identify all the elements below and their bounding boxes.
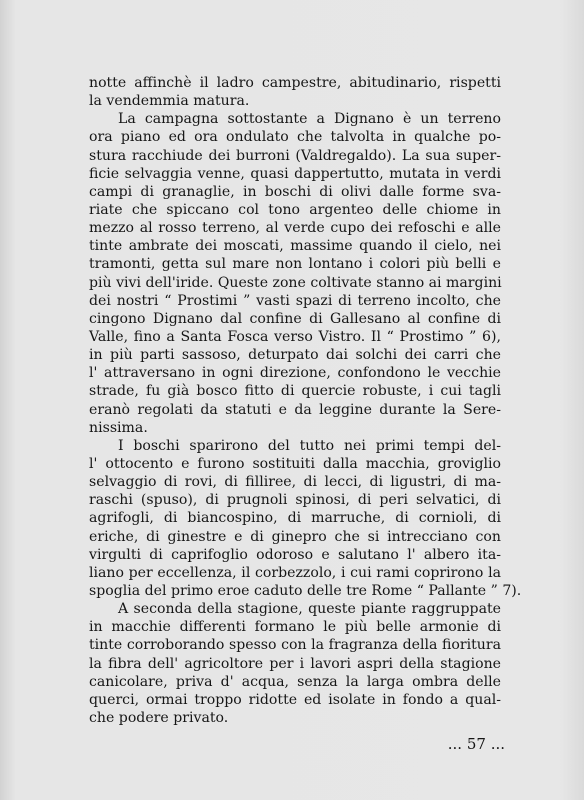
text-line: tramonti, getta sul mare non lontano i colori più belli e — [89, 256, 501, 273]
text-line: eriche, di ginestre e di ginepro che si intrecciano con — [89, 528, 501, 545]
body-text — [89, 74, 522, 727]
text-line: nissima. — [89, 419, 148, 436]
text-line: liano per eccellenza, il corbezzolo, i cui rami coprirono la — [89, 564, 501, 581]
text-line: eranò regolati da statuti e da leggine durante la Sere- — [89, 401, 501, 418]
text-line: strade, fu già bosco fitto di quercie robuste, i cui tagli — [89, 383, 501, 400]
text-line: tinte corroborando spesso con la fragranza della fioritura — [89, 637, 501, 654]
page-number: ... 57 ... — [447, 735, 505, 753]
text-line: cingono Dignano dal confine di Gallesano al confine di — [89, 310, 501, 327]
text-line: la fibra dell' agricoltore per i lavori aspri della stagione — [89, 655, 501, 672]
text-line: I boschi sparirono del tutto nei primi tempi del- — [118, 437, 501, 454]
text-line: La campagna sottostante a Dignano è un terreno — [118, 111, 501, 128]
text-line: agrifogli, di biancospino, di marruche, di cornioli, di — [89, 510, 501, 527]
text-line: che podere privato. — [89, 709, 229, 726]
text-line: campi di granaglie, in boschi di olivi dalle forme sva- — [89, 183, 501, 200]
text-line: Valle, fino a Santa Fosca verso Vistro. Il “ Prostimo ” 6), — [89, 328, 501, 345]
text-line: virgulti di caprifoglio odoroso e salutano l' albero ita- — [89, 546, 501, 563]
text-line: tinte ambrate dei moscati, massime quando il cielo, nei — [89, 238, 501, 255]
text-line: raschi (spuso), di prugnoli spinosi, di peri selvatici, di — [89, 492, 501, 509]
text-line: mezzo al rosso terreno, al verde cupo dei refoschi e alle — [89, 220, 501, 237]
text-line: stura racchiude dei burroni (Valdregaldo). La sua super- — [89, 147, 501, 164]
text-line: riate che spiccano col tono argenteo delle chiome in — [89, 201, 501, 218]
text-line: l' attraversano in ogni direzione, confondono le vecchie — [89, 365, 501, 382]
text-line: canicolare, priva d' acqua, senza la larga ombra delle — [89, 673, 501, 690]
text-line: ficie selvaggia venne, quasi dappertutto, mutata in verdi — [89, 165, 501, 182]
text-line: querci, ormai troppo ridotte ed isolate in fondo a qual- — [89, 691, 501, 708]
text-line: in più parti sassoso, deturpato dai solchi dei carri che — [89, 347, 501, 364]
text-line: notte affinchè il ladro campestre, abitudinario, rispetti — [89, 75, 501, 91]
text-line: più vivi dell'iride. Queste zone coltivate stanno ai margini — [89, 274, 502, 291]
text-line: la vendemmia matura. — [89, 93, 250, 110]
text-line: ora piano ed ora ondulato che talvolta in qualche po- — [89, 129, 501, 146]
text-line: l' ottocento e furono sostituiti dalla macchia, groviglio — [89, 455, 501, 472]
text-line: spoglia del primo eroe caduto delle tre Rome “ Pallante ” 7). — [89, 582, 522, 599]
text-line: in macchie differenti formano le più belle armonie di — [89, 619, 501, 636]
text-line: selvaggio di rovi, di filliree, di lecci, di ligustri, di ma- — [89, 474, 501, 491]
text-line: A seconda della stagione, queste piante raggruppate — [118, 601, 501, 618]
text-line: dei nostri “ Prostimi ” vasti spazi di terreno incolto, che — [89, 292, 501, 309]
